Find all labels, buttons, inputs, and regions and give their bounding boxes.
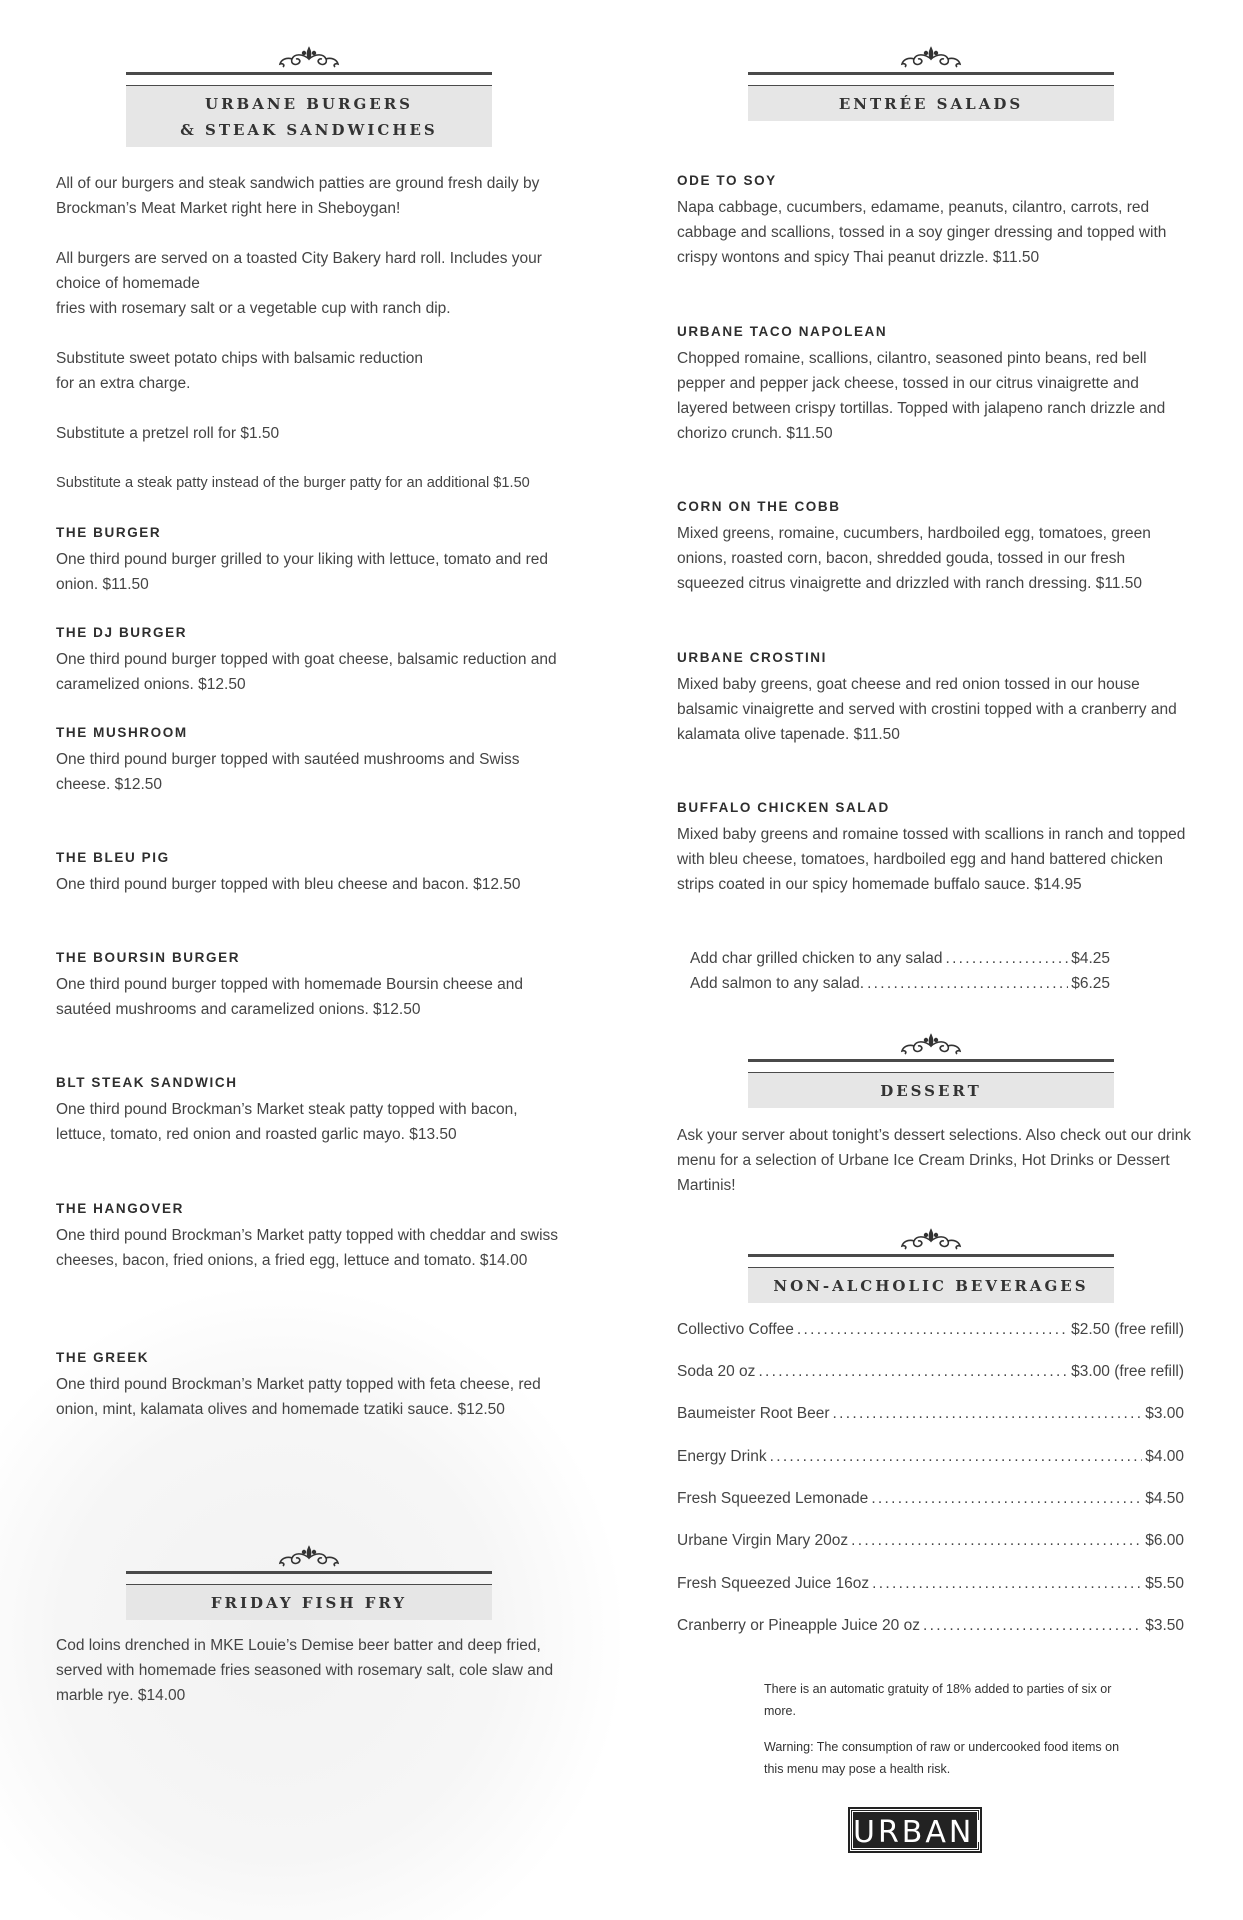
dot-leader <box>851 1528 1142 1553</box>
item-description: One third pound Brockman’s Market patty topped with cheddar and swiss cheeses, bacon, fried onions, a fried egg, lettuce and tomato. $14.00 <box>56 1227 559 1269</box>
beverages-section-header <box>748 1226 1114 1303</box>
burgers-intro-5: Substitute a steak patty instead of the burger patty for an additional $1.50 <box>56 475 530 491</box>
beverage-price: $2.50 (free refill) <box>1071 1321 1184 1338</box>
beverage-price: $4.00 <box>1145 1448 1184 1465</box>
item-title: URBANE TACO NAPOLEAN <box>677 324 888 339</box>
addon-label: Add salmon to any salad. <box>690 975 865 992</box>
item-description: One third pound Brockman’s Market patty topped with feta cheese, red onion, mint, kalamata olives and homemade tzatiki sauce. $12.50 <box>56 1376 541 1418</box>
dessert-section-header <box>748 1031 1114 1108</box>
beverage-row <box>677 1571 1184 1596</box>
fish-fry-heading: FRIDAY FISH FRY <box>126 1585 492 1620</box>
beverage-price: $4.50 <box>1145 1490 1184 1507</box>
burgers-intro-2 <box>56 246 566 321</box>
salad-addon-row <box>690 971 1110 996</box>
beverage-row <box>677 1359 1184 1384</box>
dessert-description: Ask your server about tonight’s dessert selections. Also check out our drink menu for a selection of Urbane Ice Cream Drinks, Hot Drinks or Dessert Martinis! <box>677 1127 1192 1194</box>
item-description: Mixed baby greens, goat cheese and red onion tossed in our house balsamic vinaigrette and served with crostini topped with a cranberry and kalamata olive tapenade. $11.50 <box>677 676 1177 743</box>
menu-item <box>56 1347 566 1422</box>
item-title: BUFFALO CHICKEN SALAD <box>677 800 890 815</box>
beverage-price: $6.00 <box>1145 1532 1184 1549</box>
menu-item <box>56 522 566 597</box>
menu-item <box>56 722 566 797</box>
menu-item <box>677 170 1192 270</box>
item-description: One third pound burger topped with goat cheese, balsamic reduction and caramelized onions. $12.50 <box>56 651 557 693</box>
item-title: THE BOURSIN BURGER <box>56 950 241 965</box>
beverage-price: $3.00 (free refill) <box>1071 1363 1184 1380</box>
beverage-name: Fresh Squeezed Juice 16oz <box>677 1575 870 1592</box>
burgers-heading <box>126 86 492 147</box>
burgers-intro-3 <box>56 346 566 396</box>
flourish-ornament-icon <box>896 1226 966 1252</box>
item-description: One third pound burger topped with sautéed mushrooms and Swiss cheese. $12.50 <box>56 751 520 793</box>
header-rules <box>748 72 1114 86</box>
menu-item <box>56 847 576 897</box>
burgers-section-header <box>126 44 492 147</box>
addon-price: $4.25 <box>1071 950 1110 967</box>
item-title: THE MUSHROOM <box>56 725 188 740</box>
item-title: THE HANGOVER <box>56 1201 184 1216</box>
item-title: THE BURGER <box>56 525 162 540</box>
beverage-name: Energy Drink <box>677 1448 767 1465</box>
beverage-row <box>677 1528 1184 1553</box>
item-description: One third pound burger topped with bleu cheese and bacon. $12.50 <box>56 876 521 893</box>
item-title: THE DJ BURGER <box>56 625 188 640</box>
dot-leader <box>867 971 1068 996</box>
item-title: URBANE CROSTINI <box>677 650 828 665</box>
beverage-name: Baumeister Root Beer <box>677 1405 830 1422</box>
addon-label: Add char grilled chicken to any salad <box>690 950 943 967</box>
addon-price: $6.25 <box>1071 975 1110 992</box>
item-description: One third pound burger topped with homemade Boursin cheese and sautéed mushrooms and caramelized onions. $12.50 <box>56 976 524 1018</box>
menu-item <box>677 797 1192 897</box>
flourish-ornament-icon <box>274 1543 344 1569</box>
burgers-intro-2a: All burgers are served on a toasted City Bakery hard roll. Includes your choice of homemade <box>56 250 542 292</box>
menu-item <box>56 947 566 1022</box>
beverage-row <box>677 1401 1184 1426</box>
header-rules <box>126 1571 492 1585</box>
dot-leader <box>872 1571 1142 1596</box>
fish-fry-section-header <box>126 1543 492 1620</box>
burgers-heading-line1: URBANE BURGERS <box>205 95 413 113</box>
salads-section-header <box>748 44 1114 121</box>
header-rules <box>748 1059 1114 1073</box>
dot-leader <box>758 1359 1068 1384</box>
burgers-intro-4: Substitute a pretzel roll for $1.50 <box>56 425 280 442</box>
health-warning: Warning: The consumption of raw or undercooked food items on this menu may pose a health risk. <box>764 1740 1120 1776</box>
gratuity-notice: There is an automatic gratuity of 18% added to parties of six or more. <box>764 1682 1112 1718</box>
beverage-price: $3.00 <box>1145 1405 1184 1422</box>
item-description: One third pound Brockman’s Market steak patty topped with bacon, lettuce, tomato, red onion and roasted garlic mayo. $13.50 <box>56 1101 518 1143</box>
beverages-heading: NON-ALCHOLIC BEVERAGES <box>748 1268 1114 1303</box>
burgers-intro-2b: fries with rosemary salt or a vegetable cup with ranch dip. <box>56 300 451 317</box>
flourish-ornament-icon <box>274 44 344 70</box>
beverage-row <box>677 1317 1184 1342</box>
menu-item <box>56 622 566 697</box>
salads-heading: ENTRÉE SALADS <box>748 86 1114 121</box>
dot-leader <box>833 1401 1143 1426</box>
burgers-intro-3b: for an extra charge. <box>56 375 191 392</box>
dot-leader <box>871 1486 1142 1511</box>
burgers-intro-3a: Substitute sweet potato chips with balsamic reduction <box>56 350 424 367</box>
fish-fry-description: Cod loins drenched in MKE Louie’s Demise beer batter and deep fried, served with homemade fries seasoned with rosemary salt, cole slaw and marble rye. $14.00 <box>56 1637 554 1704</box>
item-description: Napa cabbage, cucumbers, edamame, peanuts, cilantro, carrots, red cabbage and scallions, tossed in a soy ginger dressing and topped with crispy wontons and spicy Thai peanut drizzle. $11.50 <box>677 199 1167 266</box>
beverage-name: Collectivo Coffee <box>677 1321 794 1338</box>
beverage-row <box>677 1486 1184 1511</box>
burgers-heading-line2: & STEAK SANDWICHES <box>180 121 438 139</box>
beverage-row <box>677 1444 1184 1469</box>
menu-item <box>56 1198 566 1273</box>
dot-leader <box>770 1444 1143 1469</box>
item-description: Mixed greens, romaine, cucumbers, hardboiled egg, tomatoes, green onions, roasted corn, bacon, shredded gouda, tossed in our fresh squeezed citrus vinaigrette and drizzled with ranch dressing. $11.50 <box>677 525 1151 592</box>
dot-leader <box>945 946 1068 971</box>
beverage-name: Fresh Squeezed Lemonade <box>677 1490 869 1507</box>
beverage-price: $3.50 <box>1145 1617 1184 1634</box>
item-title: ODE TO SOY <box>677 173 777 188</box>
flourish-ornament-icon <box>896 1031 966 1057</box>
beverage-row <box>677 1613 1184 1638</box>
menu-item <box>677 647 1192 747</box>
item-description: Chopped romaine, scallions, cilantro, seasoned pinto beans, red bell pepper and pepper jack cheese, tossed in our citrus vinaigrette and layered between crispy tortillas. Topped with jalapeno ranch drizzle and chorizo crunch. $11.50 <box>677 350 1166 442</box>
item-title: CORN ON THE COBB <box>677 499 841 514</box>
beverage-name: Soda 20 oz <box>677 1363 756 1380</box>
item-description: Mixed baby greens and romaine tossed with scallions in ranch and topped with bleu cheese, tomatoes, hardboiled egg and hand battered chicken strips coated in our spicy homemade buffalo sauce. $14.95 <box>677 826 1186 893</box>
dot-leader <box>923 1613 1142 1638</box>
item-title: BLT STEAK SANDWICH <box>56 1075 238 1090</box>
item-title: THE GREEK <box>56 1350 150 1365</box>
beverage-price: $5.50 <box>1145 1575 1184 1592</box>
burgers-intro-1: All of our burgers and steak sandwich patties are ground fresh daily by Brockman’s Meat Market right here in Sheboygan! <box>56 175 540 217</box>
menu-item <box>56 1072 566 1147</box>
menu-item <box>677 321 1192 446</box>
dessert-heading: DESSERT <box>748 1073 1114 1108</box>
urbane-logo: URBANE <box>850 1809 980 1851</box>
beverage-name: Urbane Virgin Mary 20oz <box>677 1532 849 1549</box>
header-rules <box>748 1254 1114 1268</box>
header-rules <box>126 72 492 86</box>
beverage-name: Cranberry or Pineapple Juice 20 oz <box>677 1617 920 1634</box>
dot-leader <box>797 1317 1068 1342</box>
flourish-ornament-icon <box>896 44 966 70</box>
item-description: One third pound burger grilled to your liking with lettuce, tomato and red onion. $11.50 <box>56 551 548 593</box>
salad-addon-row <box>690 946 1110 971</box>
item-title: THE BLEU PIG <box>56 850 170 865</box>
menu-item <box>677 496 1192 596</box>
